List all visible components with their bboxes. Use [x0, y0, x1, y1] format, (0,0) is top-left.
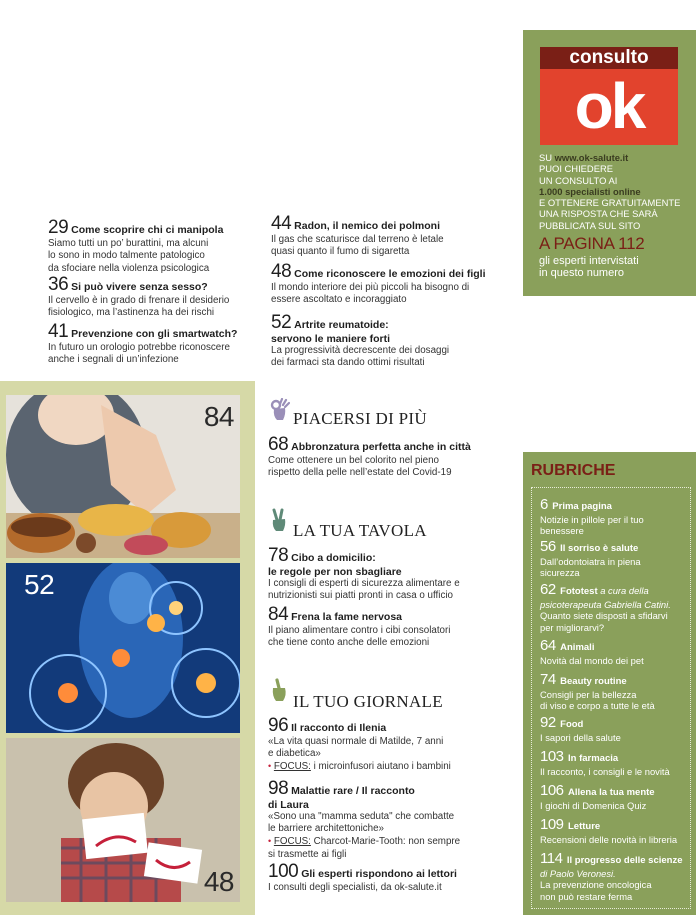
- rubrica-item[interactable]: [540, 782, 690, 811]
- focus-line: [268, 761, 513, 774]
- article-68[interactable]: [268, 435, 508, 480]
- rubrica-desc: Il racconto, i consigli e le novità: [540, 766, 670, 777]
- consulto-line: E OTTENERE GRATUITAMENTE: [539, 197, 681, 209]
- page-number: 36: [48, 274, 69, 295]
- hand-thumbs-up-icon: [268, 678, 290, 702]
- rubrica-desc: I giochi di Domenica Quiz: [540, 800, 647, 811]
- rubrica-title: Animali: [560, 642, 595, 653]
- rubrica-title: Food: [560, 719, 584, 730]
- rubrica-item[interactable]: [540, 538, 690, 579]
- page-number: 84: [268, 604, 289, 625]
- rubrica-desc: benessere: [540, 525, 584, 537]
- article-desc: quasi quanto il fumo di sigaretta: [271, 246, 410, 258]
- article-36[interactable]: [48, 275, 258, 320]
- article-desc: Siamo tutti un po’ burattini, ma alcuni: [48, 237, 209, 249]
- article-96[interactable]: [268, 716, 513, 774]
- rubrica-item[interactable]: [540, 850, 690, 902]
- bullet-icon: •: [268, 836, 272, 846]
- article-title-line2: le regole per non sbagliare: [268, 565, 402, 578]
- rubrica-desc: Dall’odontoiatra in piena: [540, 556, 641, 567]
- consulto-line-highlight: 1.000 specialisti online: [539, 185, 641, 197]
- hand-peace-icon: [268, 508, 290, 532]
- article-48[interactable]: [271, 262, 511, 307]
- rubrica-number: 109: [540, 816, 564, 833]
- consulto-sub: [539, 256, 689, 279]
- rubrica-number: 6: [540, 496, 548, 513]
- rubrica-title: Il progresso delle scienze: [566, 855, 683, 866]
- article-desc: Il cervello è in grado di frenare il desiderio: [48, 294, 230, 306]
- page-number: 100: [268, 861, 299, 882]
- article-84[interactable]: [268, 605, 513, 650]
- rubrica-desc: Novità dal mondo dei pet: [540, 655, 644, 666]
- rubrica-number: 106: [540, 782, 564, 799]
- rubrica-item[interactable]: [540, 748, 690, 777]
- page-number: 44: [271, 213, 292, 234]
- article-desc: I consulti degli specialisti, da ok-salute.it: [268, 881, 442, 893]
- section-title-tavola: LA TUA TAVOLA: [293, 521, 427, 540]
- page-number: 68: [268, 434, 289, 455]
- article-100[interactable]: [268, 862, 513, 894]
- article-desc: I consigli di esperti di sicurezza alimentare e: [268, 577, 460, 589]
- consulto-line: PUBBLICATA SUL SITO: [539, 219, 641, 231]
- article-52[interactable]: [271, 313, 511, 370]
- logo-consulto-text: consulto: [540, 47, 678, 69]
- rubrica-desc: psicoterapeuta Gabriella Catini.: [540, 599, 671, 610]
- rubrica-title: Fototest: [560, 586, 598, 597]
- article-title: Come riconoscere le emozioni dei figli: [294, 268, 486, 280]
- logo-ok-text: ok: [574, 70, 644, 142]
- rubrica-desc: Quanto siete disposti a sfidarvi: [540, 610, 668, 622]
- article-desc: essere ascoltato e incoraggiato: [271, 294, 407, 306]
- article-desc: Come ottenere un bel colorito nel pieno: [268, 454, 440, 466]
- consulto-text: [539, 152, 691, 231]
- article-desc: rispetto della pelle nell’estate del Covid-19: [268, 467, 452, 479]
- rubriche-list: [531, 487, 691, 909]
- article-title-line2: servono le maniere forti: [271, 332, 391, 345]
- article-title: Prevenzione con gli smartwatch?: [71, 328, 238, 340]
- article-title: Frena la fame nervosa: [291, 611, 403, 623]
- rubrica-item[interactable]: [540, 714, 690, 743]
- article-desc: anche i segnali di un’infezione: [48, 354, 179, 366]
- rubrica-item[interactable]: [540, 581, 690, 633]
- consulto-sub-line: in questo numero: [539, 266, 624, 279]
- photo-junk-food[interactable]: [6, 395, 240, 558]
- article-desc: fisiologico, ma l’astinenza ha dei rischi: [48, 307, 215, 319]
- rubrica-number: 103: [540, 748, 564, 765]
- rubrica-desc: di viso e corpo a tutte le età: [540, 700, 655, 712]
- article-desc: In futuro un orologio potrebbe riconoscere: [48, 341, 230, 353]
- article-desc: «Sono una "mamma seduta" che combatte: [268, 810, 455, 822]
- rubrica-desc: Consigli per la bellezza: [540, 689, 637, 700]
- article-98[interactable]: [268, 779, 513, 861]
- page-number: 98: [268, 778, 289, 799]
- rubrica-number: 56: [540, 538, 556, 555]
- focus-label: FOCUS:: [273, 836, 311, 847]
- hand-ok-icon: [268, 398, 290, 422]
- rubrica-item[interactable]: [540, 496, 690, 537]
- article-title: Si può vivere senza sesso?: [71, 281, 208, 293]
- article-desc: lo sono in modo talmente patologico: [48, 250, 205, 262]
- rubrica-desc: sicurezza: [540, 567, 580, 579]
- focus-text-line2: si trasmette ai figli: [268, 848, 347, 860]
- rubrica-title: Allena la tua mente: [567, 787, 655, 798]
- article-title: Malattie rare / Il racconto: [291, 785, 415, 797]
- rubrica-number: 114: [540, 850, 563, 867]
- rubrica-title: Letture: [567, 821, 601, 832]
- article-title: Artrite reumatoide:: [294, 319, 389, 331]
- rubrica-desc: Notizie in pillole per il tuo: [540, 514, 644, 525]
- rubrica-desc: non può restare ferma: [540, 890, 633, 902]
- rubriche-title: RUBRICHE: [531, 462, 616, 479]
- focus-line: [268, 836, 513, 849]
- article-41[interactable]: [48, 322, 258, 367]
- rubrica-desc: I sapori della salute: [540, 732, 621, 743]
- photo-strip: [0, 381, 255, 915]
- article-desc: e diabetica»: [268, 748, 321, 760]
- article-title: Come scoprire chi ci manipola: [71, 224, 224, 236]
- article-title-line2: di Laura: [268, 798, 309, 811]
- photo-page-number: 84: [203, 401, 234, 432]
- article-title: Il racconto di Ilenia: [291, 722, 387, 734]
- article-title: Radon, il nemico dei polmoni: [294, 220, 440, 232]
- rubrica-number: 92: [540, 714, 556, 731]
- consulto-page-ref[interactable]: A PAGINA 112: [539, 234, 645, 253]
- photo-page-number: 48: [203, 866, 234, 897]
- photo-child[interactable]: [6, 738, 240, 902]
- photo-page-number: 52: [24, 569, 55, 600]
- rubrica-title: Il sorriso è salute: [560, 543, 639, 554]
- article-desc: Il piano alimentare contro i cibi consolatori: [268, 624, 451, 636]
- section-title-giornale: IL TUO GIORNALE: [293, 692, 443, 711]
- article-44[interactable]: [271, 214, 506, 259]
- rubrica-desc: La prevenzione oncologica: [540, 879, 652, 891]
- article-desc: «La vita quasi normale di Matilde, 7 anni: [268, 735, 444, 747]
- rubriche-box: [523, 452, 696, 915]
- consulto-line: SU: [539, 152, 555, 163]
- article-desc: nutrizionisti sui piatti pronti in casa o ufficio: [268, 590, 453, 602]
- article-78[interactable]: [268, 546, 513, 603]
- rubrica-title: In farmacia: [567, 753, 619, 764]
- rubrica-title: Beauty routine: [560, 676, 627, 687]
- article-desc: che tiene conto anche delle emozioni: [268, 637, 430, 649]
- rubrica-number: 64: [540, 637, 556, 654]
- article-title: Abbronzatura perfetta anche in città: [291, 441, 471, 453]
- article-desc: Il gas che scaturisce dal terreno è letale: [271, 233, 444, 245]
- article-title: Cibo a domicilio:: [291, 552, 376, 564]
- rubrica-item[interactable]: [540, 816, 690, 845]
- article-desc: La progressività decrescente dei dosaggi: [271, 344, 450, 356]
- consulto-url-link[interactable]: www.ok-salute.it: [554, 152, 629, 163]
- rubrica-title: Prima pagina: [552, 501, 612, 512]
- rubrica-number: 74: [540, 671, 556, 688]
- section-title-piacersi: PIACERSI DI PIÙ: [293, 409, 427, 428]
- consulto-line: UNA RISPOSTA CHE SARÀ: [539, 208, 658, 220]
- article-desc: da sfociare nella violenza psicologica: [48, 263, 210, 274]
- bullet-icon: •: [268, 761, 272, 771]
- page-number: 41: [48, 321, 69, 342]
- rubrica-desc: di Paolo Veronesi.: [540, 868, 616, 879]
- article-desc: dei farmaci sta dando ottimi risultati: [271, 357, 425, 369]
- focus-text: Charcot-Marie-Tooth: non sempre: [310, 836, 461, 847]
- page-number: 29: [48, 217, 69, 238]
- rubrica-number: 62: [540, 581, 556, 598]
- page-number: 96: [268, 715, 289, 736]
- consulto-box[interactable]: [523, 30, 696, 296]
- rubrica-desc: Recensioni delle novità in libreria: [540, 834, 678, 845]
- rubrica-desc: per migliorarvi?: [540, 621, 605, 633]
- rubrica-title-rest: a cura della: [597, 585, 649, 596]
- focus-label: FOCUS:: [273, 761, 311, 772]
- focus-text: i microinfusori aiutano i bambini: [310, 761, 451, 772]
- article-desc: Il mondo interiore dei più piccoli ha bisogno di: [271, 281, 470, 293]
- article-29[interactable]: [48, 218, 253, 276]
- page-number: 78: [268, 545, 289, 566]
- article-desc: le barriere architettoniche»: [268, 823, 384, 835]
- page-number: 52: [271, 312, 292, 333]
- article-title: Gli esperti rispondono ai lettori: [301, 868, 457, 880]
- page-number: 48: [271, 261, 292, 282]
- consulto-line: PUOI CHIEDERE: [539, 163, 613, 175]
- rubrica-item[interactable]: [540, 637, 690, 666]
- consulto-ok-logo: [540, 47, 678, 145]
- consulto-line: UN CONSULTO AI: [539, 174, 618, 186]
- rubrica-item[interactable]: [540, 671, 690, 712]
- consulto-sub-line: gli esperti intervistati: [539, 255, 639, 267]
- photo-arthritis[interactable]: [6, 563, 240, 733]
